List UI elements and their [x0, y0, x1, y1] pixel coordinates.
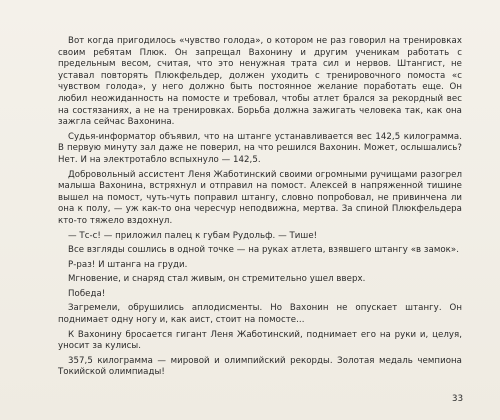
- paragraph-9: Загремели, обрушились аплодисменты. Но Вахонин не опускает штангу. Он поднимает одну ногу и, как аист, стоит на помосте...: [58, 303, 462, 326]
- paragraph-3: Добровольный ассистент Леня Жаботинский своими огромными ручищами разогрел малыша Вахонина, встряхнул и отправил на помост. Алексей в напряженной тишине вышел на помост, чуть-чуть поправил штангу, словно попробовал, не привинчена ли она к полу, — уж как-то она чересчур неподвижна, мертва. За спиной Плюкфельдера кто-то тяжело вздохнул.: [58, 169, 462, 226]
- paragraph-7: Мгновение, и снаряд стал живым, он стремительно ушел вверх.: [68, 274, 366, 285]
- paragraph-8: Победа!: [68, 288, 106, 299]
- paragraph-10: К Вахонину бросается гигант Леня Жаботинский, поднимает его на руки и, целуя, уносит за кулисы.: [58, 329, 462, 352]
- paragraph-2: Судья-информатор объявил, что на штанге устанавливается вес 142,5 килограмма. В первую минуту зал даже не поверил, на что решился Вахонин. Может, ослышались? Нет. И на электротабло вспыхнуло — 142,5.: [58, 131, 462, 165]
- paragraph-5: Все взгляды сошлись в одной точке — на руках атлета, взявшего штангу «в замок».: [68, 245, 460, 256]
- paragraph-11: 357,5 килограмма — мировой и олимпийский рекорды. Золотая медаль чемпиона Токийской олимпиады!: [58, 355, 462, 378]
- paragraph-1: Вот когда пригодилось «чувство голода», о котором не раз говорил на тренировках своим ребятам Плюк. Он запрещал Вахонину и другим ученикам работать с предельным весом, считая, что это ненужная трата сил и нервов. Штангист, не уставал повторять Плюкфельдер, должен уходить с тренировочного помоста «с чувством голода», у него должно быть постоянное желание поработать еще. Он любил неожиданность на помосте и требовал, чтобы атлет брался за рекордный вес на состязаниях, а не на тренировках. Борьба должна зажигать человека так, как она зажгла сейчас Вахонина.: [58, 36, 462, 128]
- paragraph-4: — Тс-с! — приложил палец к губам Рудольф. — Тише!: [68, 230, 318, 241]
- page-number: 33: [452, 394, 464, 404]
- body-text: [58, 36, 462, 382]
- paragraph-6: Р-раз! И штанга на груди.: [68, 259, 188, 270]
